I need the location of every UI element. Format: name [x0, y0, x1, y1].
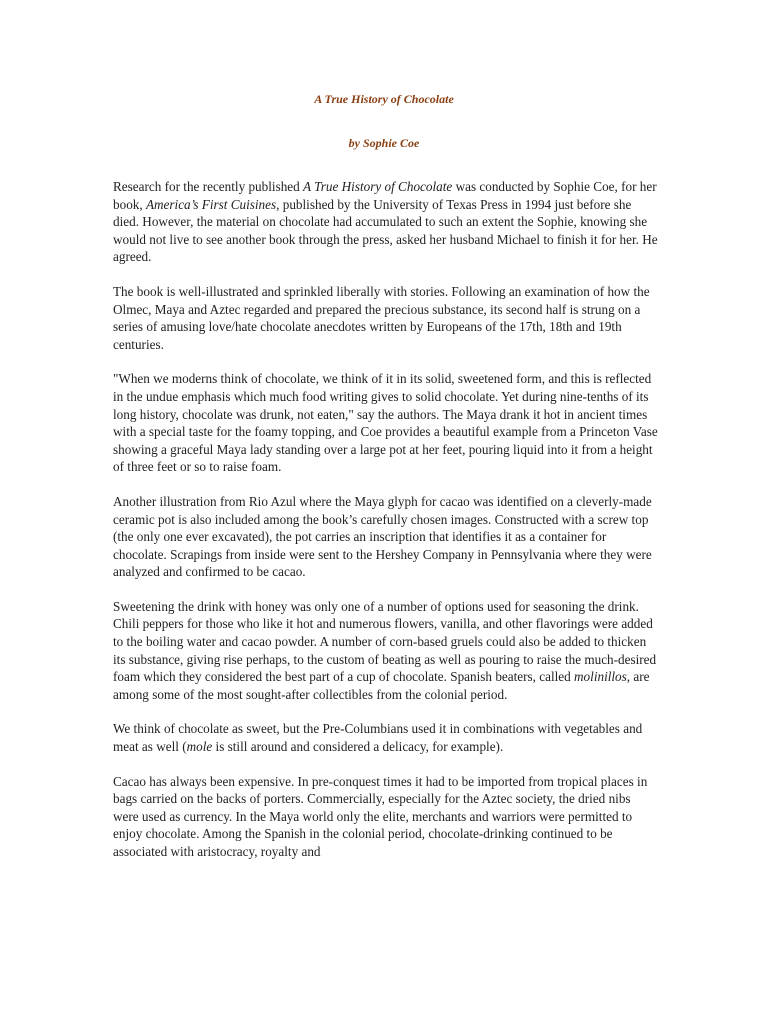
paragraph-1-text-a: Research for the recently published: [113, 179, 304, 194]
article-body: [113, 178, 658, 878]
book-title-italic: A True History of Chocolate: [303, 179, 453, 194]
article-byline: by Sophie Coe: [348, 136, 420, 150]
term-italic-molinillos: molinillos: [574, 669, 627, 685]
paragraph-6-text-c: is still around and considered a delicacy, for example).: [212, 739, 504, 755]
term-italic-mole: mole: [186, 739, 213, 755]
paragraph-7: Cacao has always been expensive. In pre-conquest times it had to be imported from tropical places in bags carried on the backs of porters. Commercially, especially for the Aztec society, the dried nibs were used as currency. In the Maya world only the elite, merchants and warriors were permitted to enjoy chocolate. Among the Spanish in the colonial period, chocolate-drinking continued to be associated with aristocracy, royalty and: [113, 773, 648, 859]
paragraph-6: [113, 720, 658, 755]
book-title-italic-2: America’s First Cuisines: [145, 196, 277, 212]
paragraph-6-text-a: We think of chocolate as sweet, but the Pre-Columbians used it in combinations with vegetables and meat as well (: [113, 721, 643, 755]
paragraph-1-text-c: was conducted by Sophie Coe, for her book,: [113, 179, 657, 212]
paragraph-5-text-c: , are among some of the most sought-after collectibles from the colonial period.: [113, 669, 650, 702]
paragraph-5-text-a: Sweetening the drink with honey was only one of a number of options used for seasoning the drink. Chili peppers for those who like it hot and numerous flowers, vanilla, and other flavorings were added to the boiling water and cacao powder. A number of corn-based gruels could also be added to thicken its substance, giving rise perhaps, to the custom of beating as well as pouring to raise the much-desired foam which they considered the best part of a cup of chocolate. Spanish beaters, called: [113, 598, 657, 685]
paragraph-2: The book is well-illustrated and sprinkled liberally with stories. Following an examination of how the Olmec, Maya and Aztec regarded and prepared the precious substance, its second half is strung on a series of amusing love/hate chocolate anecdotes written by Europeans of the 17th, 18th and 19th centuries.: [113, 283, 650, 352]
paragraph-3: "When we moderns think of chocolate, we think of it in its solid, sweetened form, and this is reflected in the undue emphasis which much food writing gives to solid chocolate. Yet during nine-tenths of its long history, chocolate was drunk, not eaten," say the authors. The Maya drank it hot in ancient times with a special taste for the foamy topping, and Coe provides a beautiful example from a Princeton Vase showing a graceful Maya lady standing over a large pot at her feet, pouring liquid into it from a height of three feet or so to raise foam.: [113, 371, 658, 475]
paragraph-1-text-e: , published by the University of Texas Press in 1994 just before she died. However, the material on chocolate had accumulated to such an extent the Sophie, knowing she would not live to see another book through the press, asked her husband Michael to finish it for her. He agreed.: [113, 196, 658, 265]
paragraph-5: [113, 598, 658, 704]
article-title: A True History of Chocolate: [314, 92, 454, 106]
paragraph-4: Another illustration from Rio Azul where the Maya glyph for cacao was identified on a cleverly-made ceramic pot is also included among the book’s carefully chosen images. Constructed with a screw top (the only one ever excavated), the pot carries an inscription that identifies it as a container for chocolate. Scrapings from inside were sent to the Hershey Company in Pennsylvania where they were analyzed and confirmed to be cacao.: [113, 493, 652, 580]
paragraph-1: [113, 178, 658, 266]
